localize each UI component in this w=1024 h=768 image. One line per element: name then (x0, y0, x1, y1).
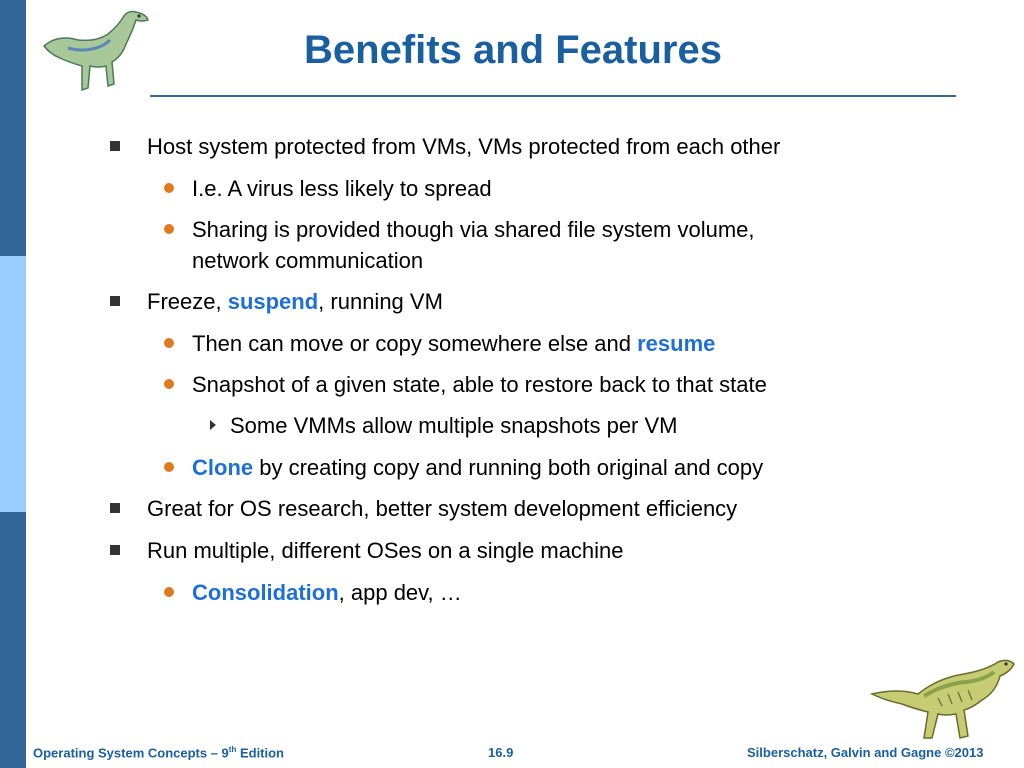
footer-book-title: Operating System Concepts – 9th Edition (33, 745, 285, 761)
circle-bullet-icon (164, 587, 174, 597)
highlight-term: resume (637, 331, 716, 356)
list-item: Snapshot of a given state, able to restore back to that state (192, 369, 767, 400)
list-item: Some VMMs allow multiple snapshots per VM (230, 410, 678, 441)
highlight-term: suspend (227, 289, 319, 314)
circle-bullet-icon (164, 379, 174, 389)
square-bullet-icon (110, 503, 120, 513)
list-item-continuation: network communication (192, 248, 424, 273)
square-bullet-icon (110, 545, 120, 555)
list-item: I.e. A virus less likely to spread (192, 173, 492, 204)
circle-bullet-icon (164, 224, 174, 234)
circle-bullet-icon (164, 462, 174, 472)
footer-slide-number: 16.9 (488, 745, 514, 760)
list-item: Great for OS research, better system development efficiency (147, 493, 737, 524)
list-item: Sharing is provided though via shared file system volume, (192, 214, 755, 245)
highlight-term: Clone (192, 455, 254, 480)
triangle-bullet-icon (210, 420, 216, 430)
footer-authors: Silberschatz, Galvin and Gagne ©2013 (747, 745, 984, 760)
square-bullet-icon (110, 141, 120, 151)
list-item: Clone by creating copy and running both original and copy (192, 452, 763, 483)
page-title: Benefits and Features (304, 28, 722, 72)
list-item: Host system protected from VMs, VMs protected from each other (147, 131, 780, 162)
circle-bullet-icon (164, 338, 174, 348)
list-item: Consolidation, app dev, … (192, 577, 462, 608)
circle-bullet-icon (164, 183, 174, 193)
list-item: Freeze, suspend, running VM (147, 286, 443, 317)
dinosaur-icon (868, 658, 1016, 742)
square-bullet-icon (110, 296, 120, 306)
list-item: Run multiple, different OSes on a single machine (147, 535, 624, 566)
list-item: Then can move or copy somewhere else and resume (192, 328, 715, 359)
highlight-term: Consolidation (192, 580, 339, 605)
